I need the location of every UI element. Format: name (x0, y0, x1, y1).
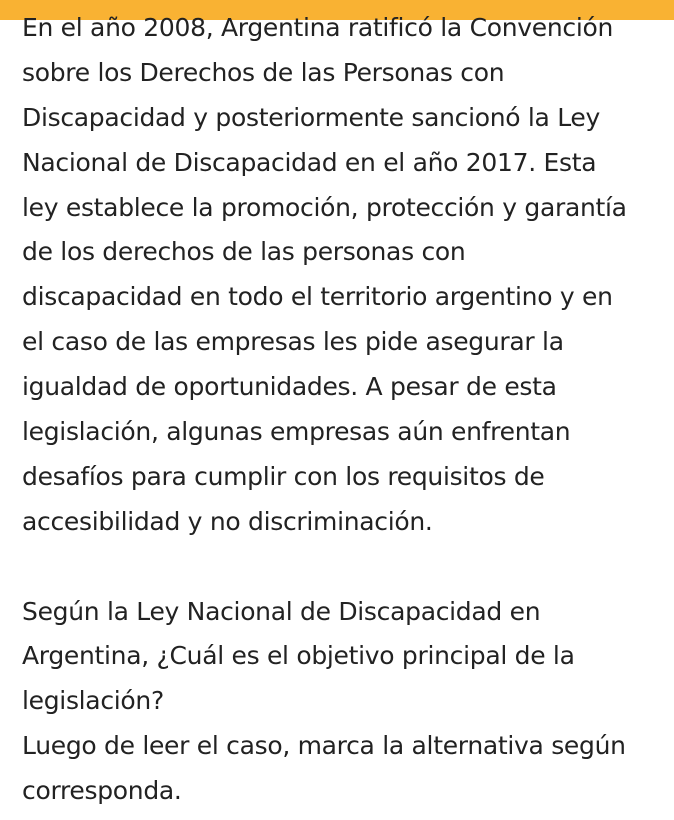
paragraph-line: legislación, algunas empresas aún enfrentan (22, 417, 571, 447)
paragraph-line: ley establece la promoción, protección y garantía (22, 192, 627, 222)
paragraph-line: igualdad de oportunidades. A pesar de esta (22, 372, 557, 402)
paragraph-line: Discapacidad y posteriormente sancionó la Ley (22, 102, 600, 132)
instruction-text (22, 724, 667, 814)
paragraph-line: de los derechos de las personas con (22, 237, 466, 267)
paragraph-line: sobre los Derechos de las Personas con (22, 57, 505, 87)
question-line: Según la Ley Nacional de Discapacidad en (22, 596, 541, 626)
question-text (22, 590, 667, 725)
instruction-line: corresponda. (22, 776, 182, 806)
paragraph-line: Nacional de Discapacidad en el año 2017. Esta (22, 147, 597, 177)
paragraph-line: discapacidad en todo el territorio argentino y en (22, 282, 613, 312)
paragraph-line: el caso de las empresas les pide asegurar la (22, 327, 564, 357)
paragraph-line: accesibilidad y no discriminación. (22, 506, 433, 536)
paragraph-line: En el año 2008, Argentina ratificó la Convención (22, 13, 614, 42)
case-paragraph (22, 6, 667, 545)
paragraph-spacer (22, 545, 667, 590)
question-line: legislación? (22, 686, 164, 716)
question-line: Argentina, ¿Cuál es el objetivo principal de la (22, 641, 575, 671)
paragraph-line: desafíos para cumplir con los requisitos de (22, 461, 545, 491)
document-body (22, 6, 667, 814)
instruction-line: Luego de leer el caso, marca la alternativa según (22, 731, 626, 761)
